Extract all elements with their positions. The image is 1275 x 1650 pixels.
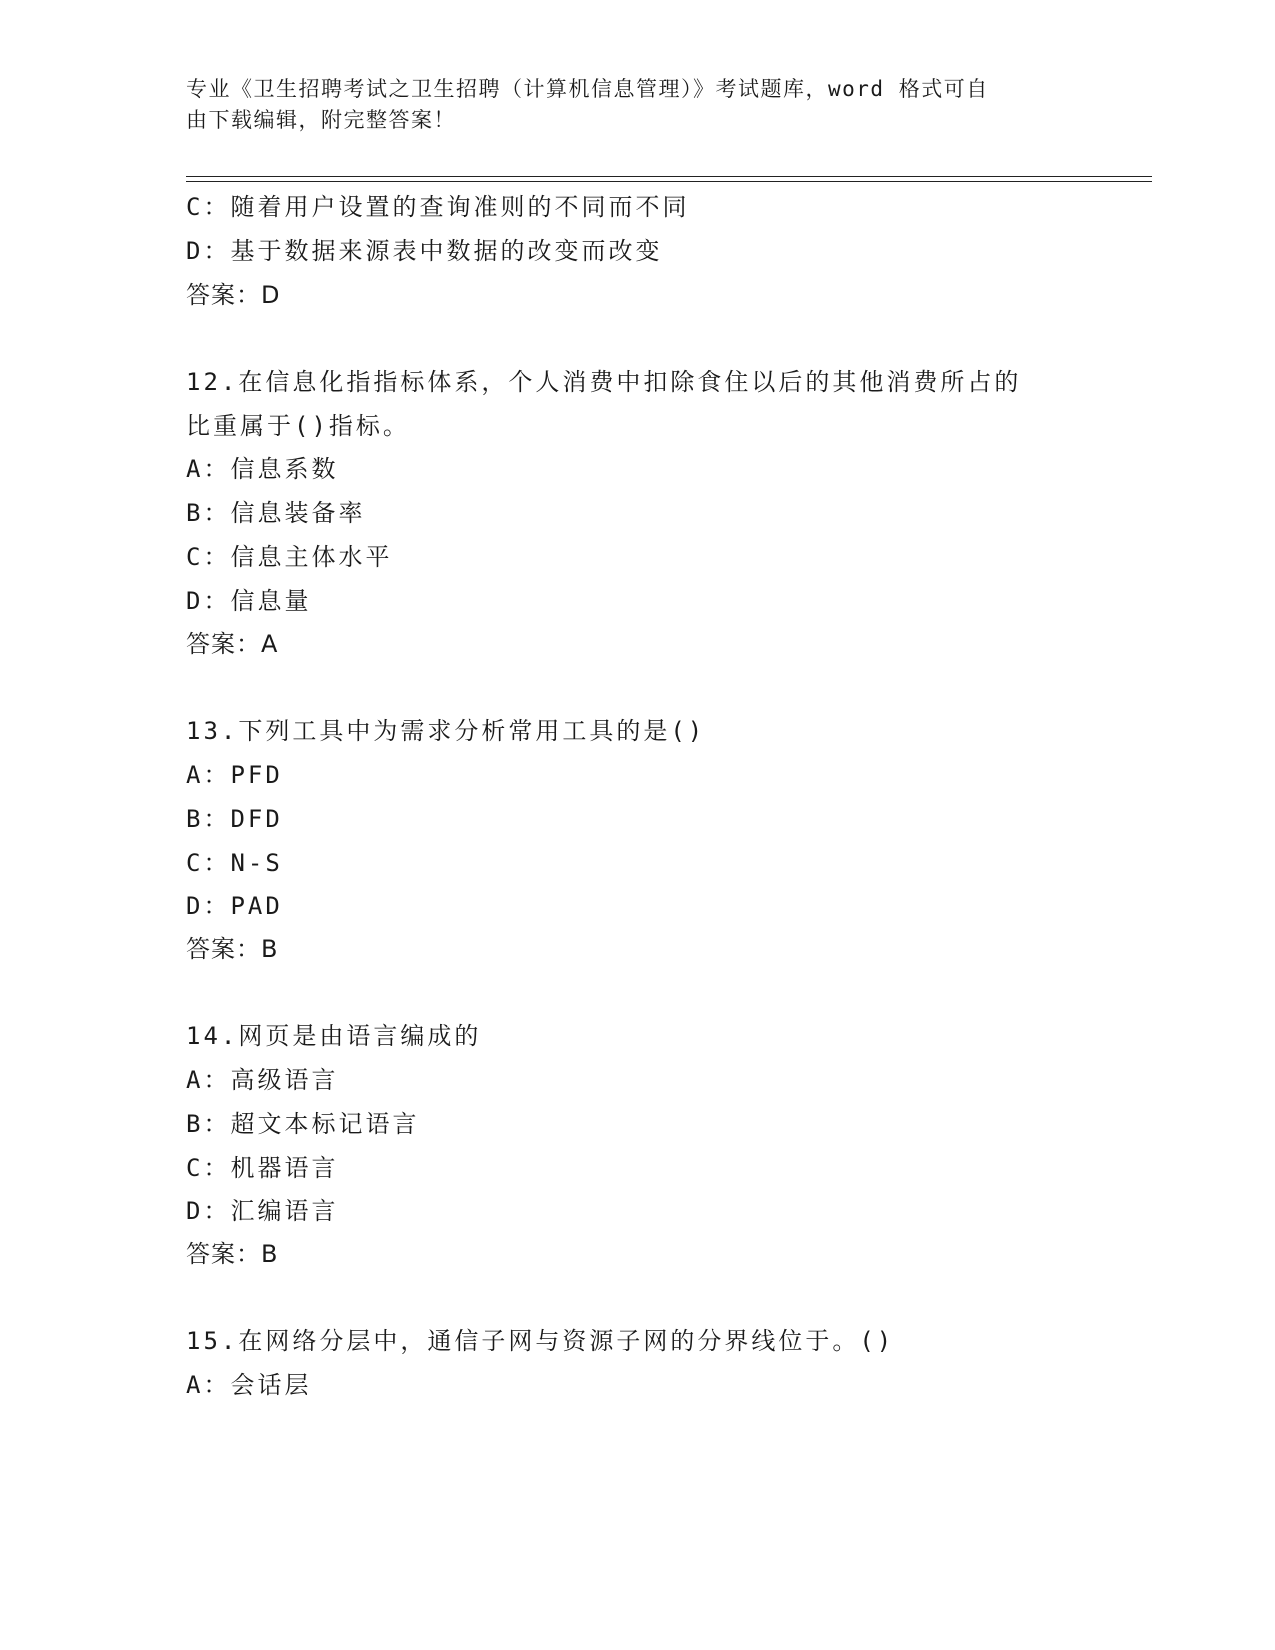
question-14-option-a: A：高级语言 [186, 1066, 339, 1094]
answer-prev: 答案：D [186, 281, 281, 309]
question-12-answer: 答案：A [186, 630, 279, 658]
document-header [186, 74, 1066, 136]
question-13-option-d: D：PAD [186, 892, 283, 920]
header-line-1: 专业《卫生招聘考试之卫生招聘（计算机信息管理）》考试题库，word 格式可自 [186, 77, 989, 101]
question-14-option-d: D：汇编语言 [186, 1197, 339, 1225]
question-12-line-1: 12.在信息化指指标体系，个人消费中扣除食住以后的其他消费所占的 [186, 368, 1022, 396]
header-line-2: 由下载编辑，附完整答案！ [186, 108, 456, 132]
question-13-option-c: C：N-S [186, 849, 283, 877]
question-12-option-b: B：信息装备率 [186, 499, 366, 527]
question-14-answer: 答案：B [186, 1240, 279, 1268]
question-13-option-b: B：DFD [186, 805, 283, 833]
option-d-prev: D：基于数据来源表中数据的改变而改变 [186, 237, 663, 265]
question-14: 14.网页是由语言编成的 [186, 1022, 482, 1050]
header-divider-bottom [186, 181, 1152, 182]
question-12-line-2: 比重属于()指标。 [186, 412, 410, 440]
question-14-option-c: C：机器语言 [186, 1154, 339, 1182]
question-12-option-c: C：信息主体水平 [186, 543, 393, 571]
question-15-option-a: A：会话层 [186, 1371, 312, 1399]
header-divider-top [186, 176, 1152, 177]
option-c-prev: C：随着用户设置的查询准则的不同而不同 [186, 193, 690, 221]
question-12-option-d: D：信息量 [186, 587, 312, 615]
question-14-option-b: B：超文本标记语言 [186, 1110, 420, 1138]
question-13-answer: 答案：B [186, 935, 279, 963]
question-12-option-a: A：信息系数 [186, 455, 339, 483]
question-13: 13.下列工具中为需求分析常用工具的是() [186, 717, 706, 745]
question-15: 15.在网络分层中，通信子网与资源子网的分界线位于。() [186, 1327, 895, 1355]
question-13-option-a: A：PFD [186, 761, 283, 789]
